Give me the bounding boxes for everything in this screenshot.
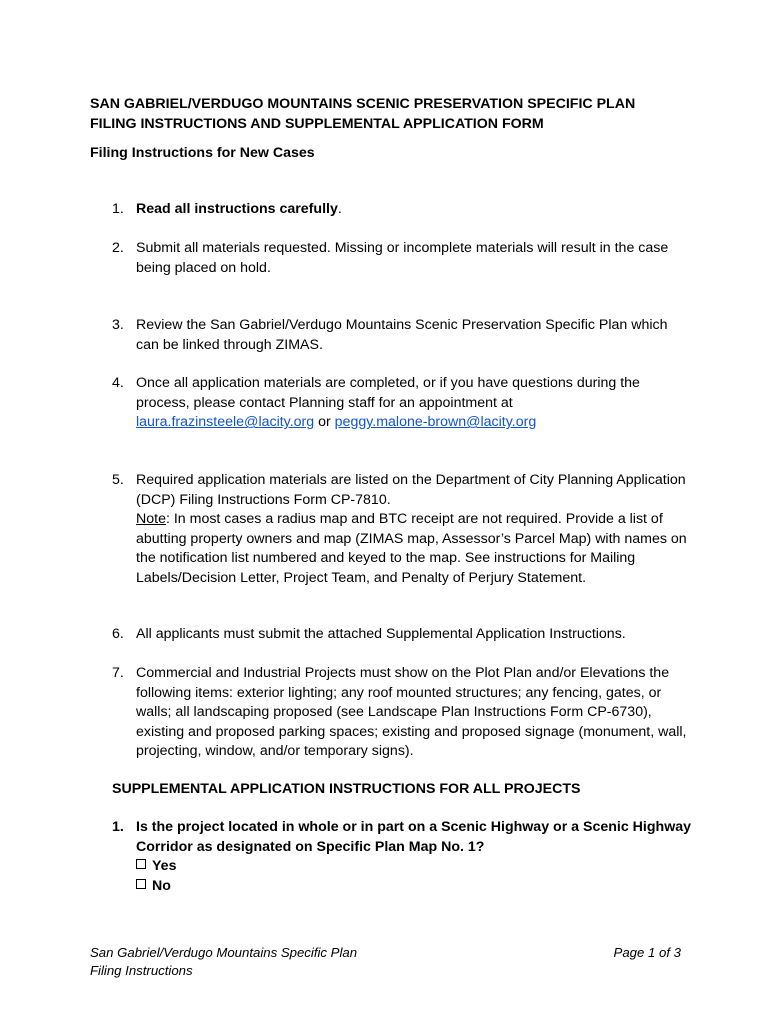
instruction-item-4 <box>112 374 692 433</box>
item-text: Required application materials are listed on the Department of City Planning Application (DCP) Filing Instructions Form CP-7810. <box>136 472 686 508</box>
item-number: 4. <box>112 375 124 391</box>
connector-text: or <box>314 414 335 431</box>
section-subtitle: Filing Instructions for New Cases <box>90 145 315 161</box>
page-title <box>90 94 710 134</box>
email-link-laura[interactable]: laura.frazinsteele@lacity.org <box>136 414 315 431</box>
option-yes[interactable] <box>136 857 692 877</box>
footer-page-number: Page 1 of 3 <box>613 945 681 960</box>
option-no-label: No <box>152 877 171 894</box>
item-text: Once all application materials are completed, or if you have questions during the process, please contact Planning staff for an appointment at <box>136 375 640 411</box>
item-number: 2. <box>112 240 124 256</box>
instruction-item-6 <box>112 625 692 645</box>
item-number: 7. <box>112 665 124 681</box>
option-yes-label: Yes <box>152 858 177 875</box>
item-text: All applicants must submit the attached Supplemental Application Instructions. <box>136 626 626 642</box>
item-number: 3. <box>112 317 124 333</box>
item-text: Submit all materials requested. Missing or incomplete materials will result in the case being placed on hold. <box>136 240 669 276</box>
item-number: 1. <box>112 201 124 217</box>
checkbox-icon[interactable] <box>136 879 146 889</box>
item-number: 6. <box>112 626 124 642</box>
title-line-1: SAN GABRIEL/VERDUGO MOUNTAINS SCENIC PRESERVATION SPECIFIC PLAN <box>90 96 636 112</box>
note-label: Note <box>136 511 166 528</box>
item-number: 5. <box>112 472 124 488</box>
footer-line-2: Filing Instructions <box>90 963 193 978</box>
instruction-item-5 <box>112 471 692 589</box>
email-link-peggy[interactable]: peggy.malone-brown@lacity.org <box>334 414 537 431</box>
footer-line-1: San Gabriel/Verdugo Mountains Specific Plan <box>90 945 358 960</box>
instruction-item-3 <box>112 316 692 355</box>
note-text: : In most cases a radius map and BTC receipt are not required. Provide a list of abutting property owners and map (ZIMAS map, Assessor’s Parcel Map) with names on the notification list numbered and keyed to the map. See instructions for Mailing Labels/Decision Letter, Project Team, and Penalty of Perjury Statement. <box>136 511 687 586</box>
item-text: Commercial and Industrial Projects must show on the Plot Plan and/or Elevations the following items: exterior lighting; any roof mounted structures; any fencing, gates, or walls; all landscaping proposed (see Landscape Plan Instructions Form CP-6730), existing and proposed parking spaces; existing and proposed signage (monument, wall, projecting, window, and/or temporary signs). <box>136 665 687 760</box>
footer-document-name <box>90 944 357 980</box>
instruction-item-1 <box>112 200 692 220</box>
instruction-item-2 <box>112 239 692 278</box>
question-text: Is the project located in whole or in part on a Scenic Highway or a Scenic Highway Corridor as designated on Specific Plan Map No. 1? <box>136 819 692 855</box>
supplemental-heading: SUPPLEMENTAL APPLICATION INSTRUCTIONS FOR ALL PROJECTS <box>112 781 581 797</box>
title-line-2: FILING INSTRUCTIONS AND SUPPLEMENTAL APPLICATION FORM <box>90 116 544 132</box>
item-text: Review the San Gabriel/Verdugo Mountains Scenic Preservation Specific Plan which can be linked through ZIMAS. <box>136 317 668 353</box>
instruction-item-7 <box>112 664 692 762</box>
option-no[interactable] <box>136 877 692 897</box>
question-1 <box>112 818 692 896</box>
checkbox-icon[interactable] <box>136 859 146 869</box>
item-bold-text: Read all instructions carefully <box>136 201 338 217</box>
item-text: . <box>337 201 342 217</box>
question-number: 1. <box>112 819 124 835</box>
